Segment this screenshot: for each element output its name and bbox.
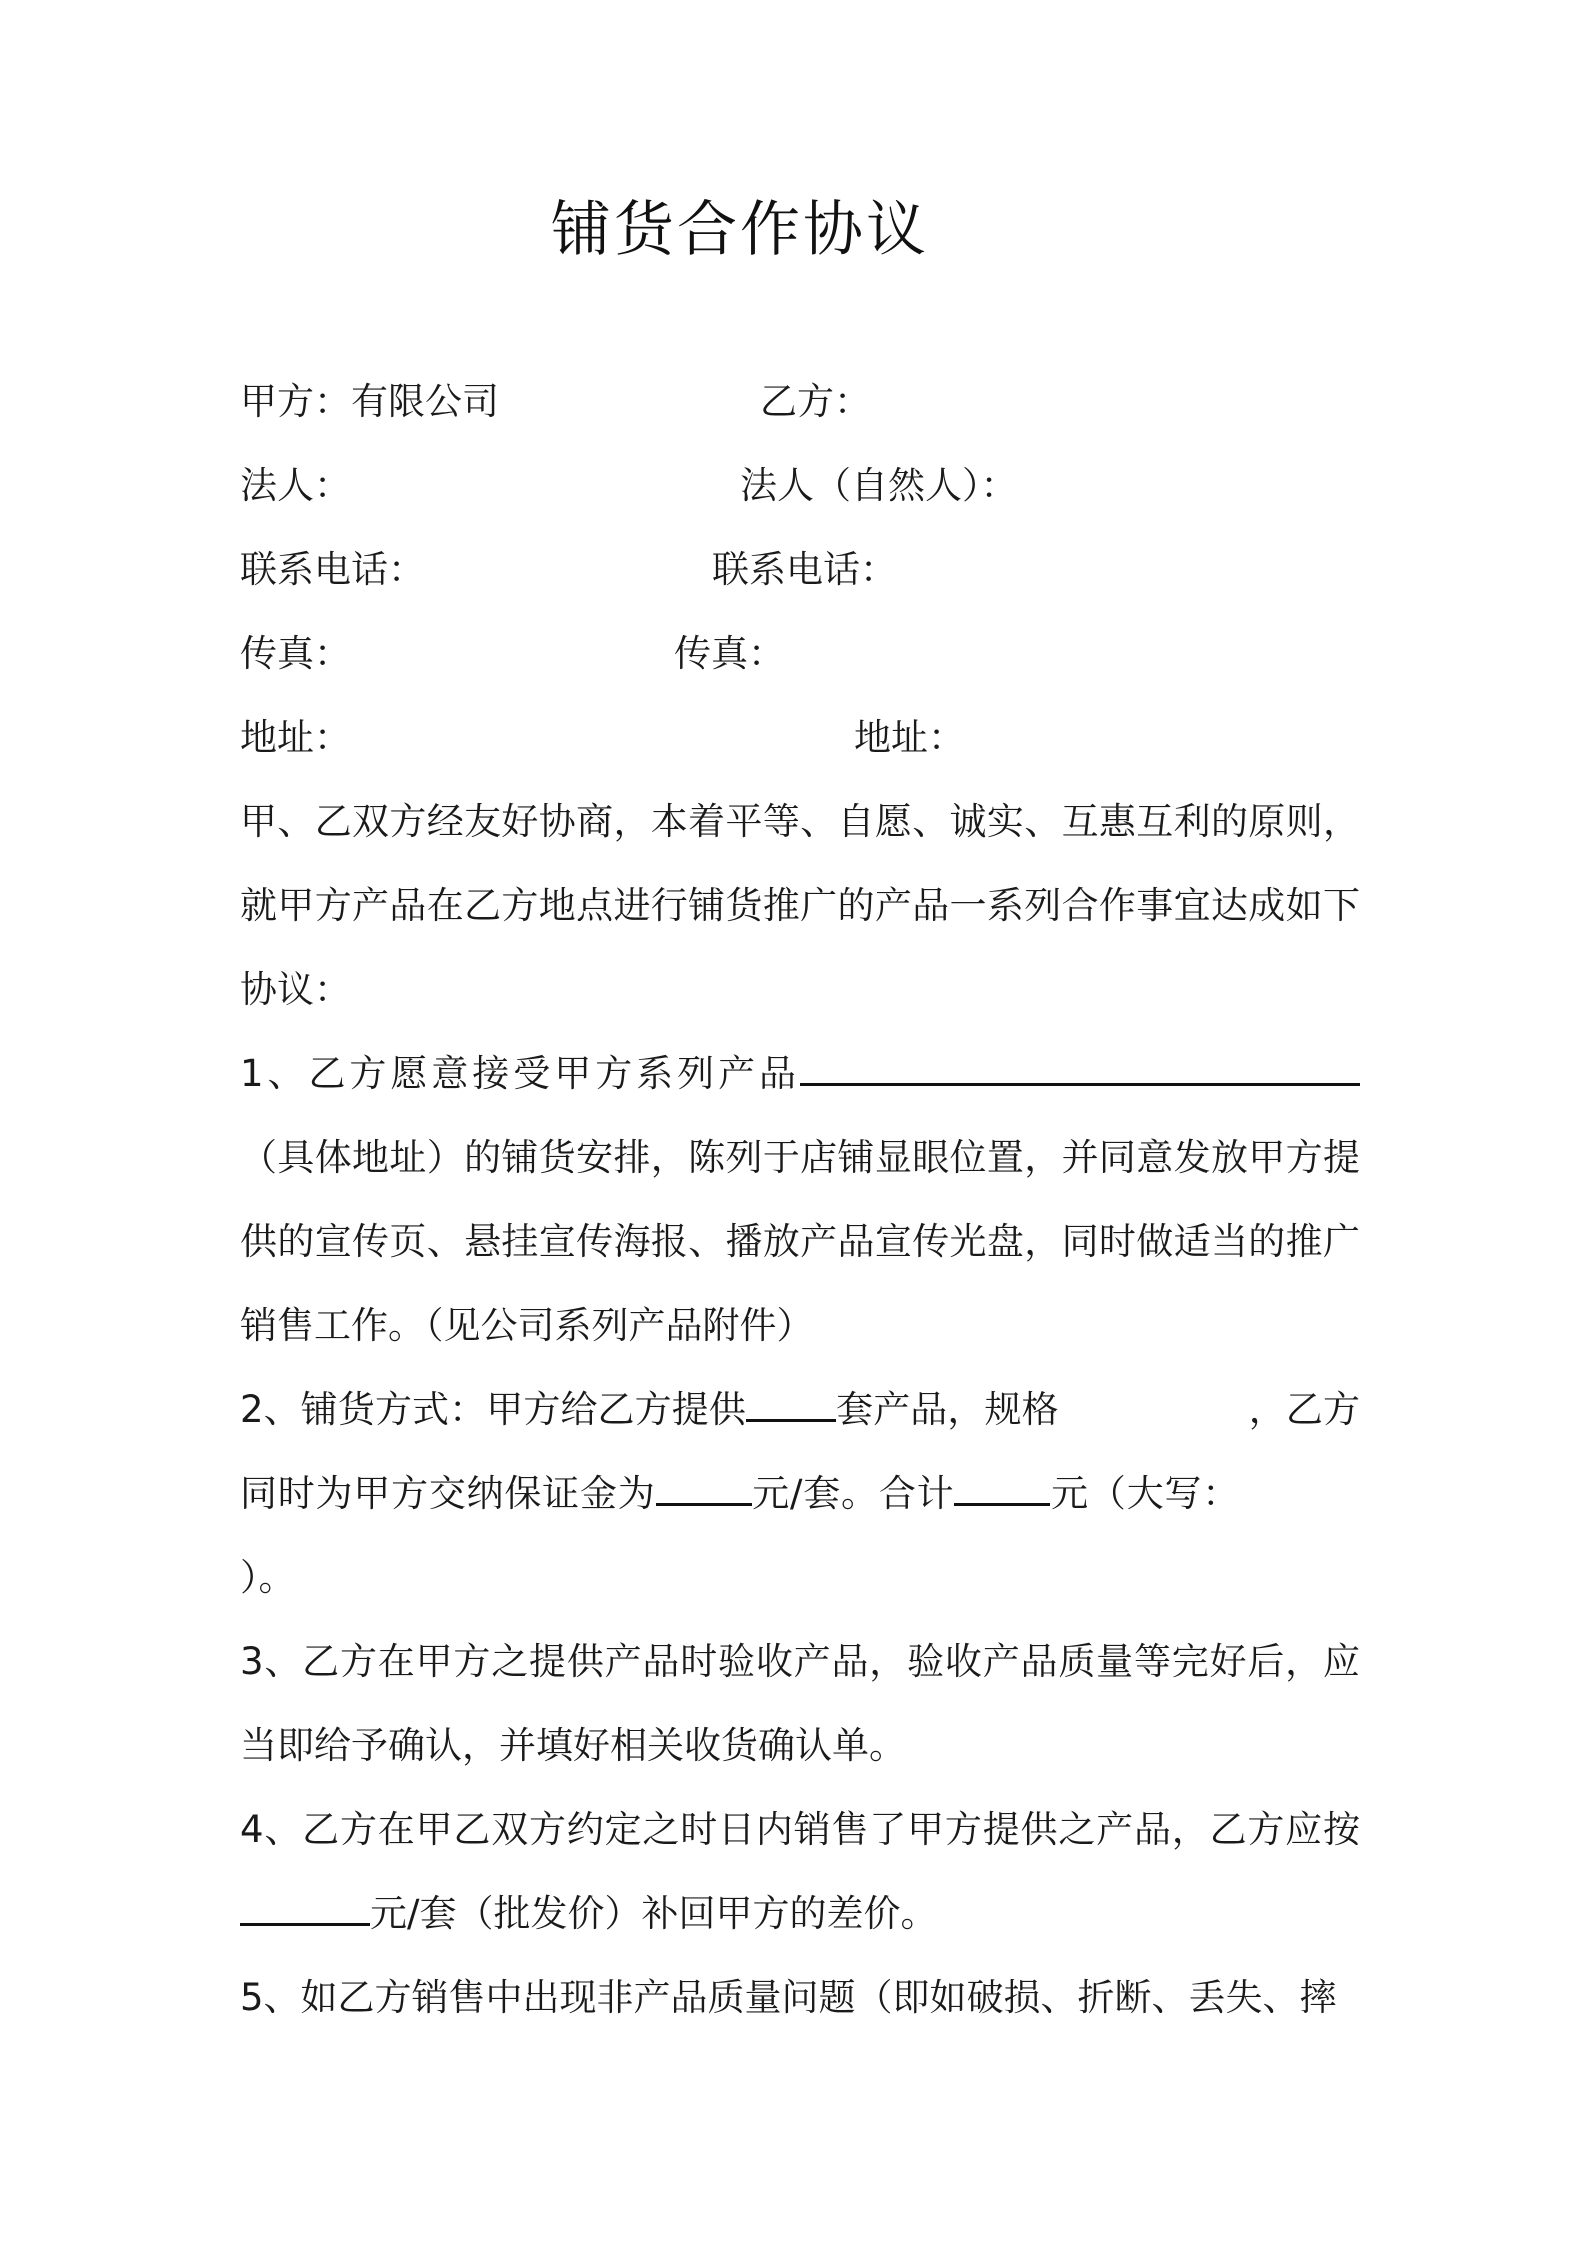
clause-2-part1: 2、铺货方式：甲方给乙方提供 — [240, 1388, 746, 1431]
clause-1-text-before: 1、乙方愿意接受甲方系列产品 — [240, 1052, 800, 1095]
intro-text: 甲、乙双方经友好协商，本着平等、自愿、诚实、互惠互利的原则，就甲方产品在乙方地点进行铺货推广的产品一系列合作事宜达成如下协议： — [240, 800, 1360, 1011]
clause-4 — [240, 1788, 1360, 1956]
party-a-label: 甲方：有限公司 — [240, 380, 499, 423]
clause-5-text: 5、如乙方销售中出现非产品质量问题（即如破损、折断、丢失、摔 — [240, 1976, 1337, 2019]
clause-2-part5: 元（大写： — [1050, 1472, 1241, 1515]
clause-2-part3: ，乙方同时为甲方交纳保证金为 — [240, 1388, 1361, 1515]
clause-2-total-blank — [954, 1465, 1050, 1506]
fax-a-label: 传真： — [240, 632, 351, 675]
legal-a-label: 法人： — [240, 464, 351, 507]
intro-paragraph — [240, 780, 1360, 1032]
clause-5 — [240, 1956, 1360, 2040]
clause-4-text-before: 4、乙方在甲乙双方约定之时日内销售了甲方提供之产品，乙方应按 — [240, 1808, 1360, 1851]
address-b-label: 地址： — [854, 716, 965, 759]
clause-4-text-after: 元/套（批发价）补回甲方的差价。 — [370, 1892, 938, 1935]
document-title: 铺货合作协议 — [551, 195, 929, 265]
clause-1-text-after: （具体地址）的铺货安排，陈列于店铺显眼位置，并同意发放甲方提供的宣传页、悬挂宣传海报、播放产品宣传光盘，同时做适当的推广销售工作。（见公司系列产品附件） — [240, 1136, 1360, 1347]
clause-2-part4: 元/套。合计 — [751, 1472, 955, 1515]
clause-2-quantity-blank — [746, 1381, 836, 1422]
clause-2 — [240, 1368, 1360, 1620]
clause-3 — [240, 1620, 1360, 1788]
phone-b-label: 联系电话： — [712, 548, 897, 591]
clause-1-blank — [800, 1045, 1360, 1086]
clause-2-deposit-blank — [656, 1465, 752, 1506]
clause-3-text: 3、乙方在甲方之提供产品时验收产品，验收产品质量等完好后，应当即给予确认，并填好相关收货确认单。 — [240, 1640, 1360, 1767]
party-b-label: 乙方： — [760, 380, 871, 423]
legal-b-label: 法人（自然人）： — [740, 464, 1018, 507]
clause-2-part6: ）。 — [240, 1556, 296, 1599]
fax-b-label: 传真： — [674, 632, 785, 675]
phone-a-label: 联系电话： — [240, 548, 425, 591]
address-a-label: 地址： — [240, 716, 351, 759]
clause-1 — [240, 1032, 1360, 1368]
clause-2-part2: 套产品，规格 — [835, 1388, 1059, 1431]
clause-4-price-blank — [240, 1885, 370, 1926]
